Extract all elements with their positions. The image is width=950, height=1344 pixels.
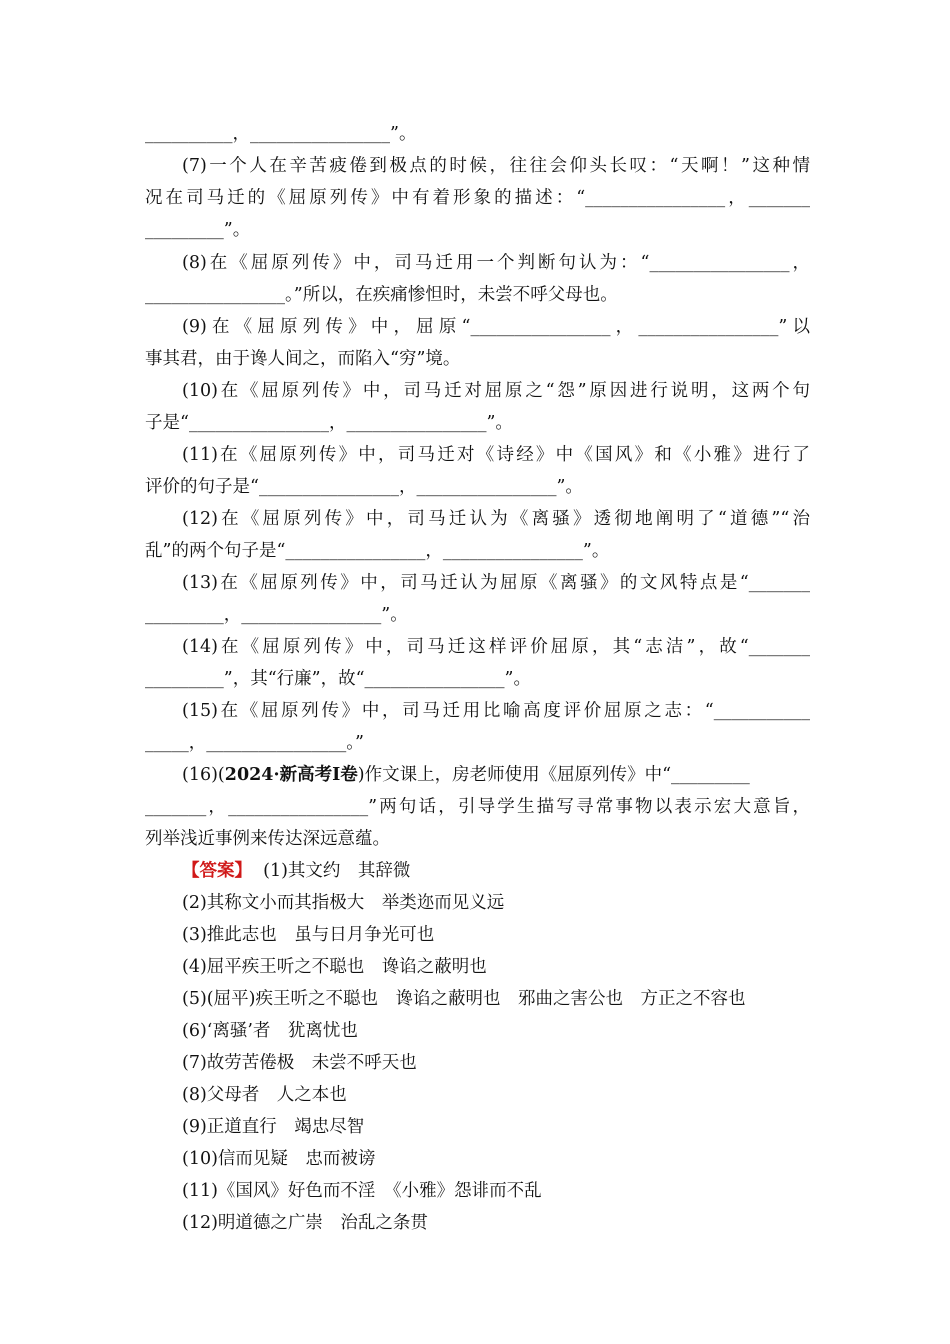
question-11-line-2: 评价的句子是“________________，________________”。 [145,477,583,497]
question-8-line-1: (8)在《屈原列传》中，司马迁用一个判断句认为：“________________， [182,253,810,273]
question-7-line-3: _________”。 [145,220,251,240]
question-16-prefix: (16)( [182,765,225,785]
answer-item: (8)父母者 人之本也 [182,1085,347,1105]
question-15-line-2: _____，________________。” [145,733,364,753]
answer-item: (2)其称文小而其指极大 举类迩而见义远 [182,893,505,913]
question-16-line-1-rest: )作文课上，房老师使用《屈原列传》中“_________ [357,765,750,785]
answer-item: (11)《国风》好色而不淫 《小雅》怨诽而不乱 [182,1181,542,1201]
answer-1-line [182,857,810,885]
answer-item: (9)正道直行 竭忠尽智 [182,1117,365,1137]
question-16-source: 2024·新高考Ⅰ卷 [224,765,358,785]
answer-item: (7)故劳苦倦极 未尝不呼天也 [182,1053,417,1073]
question-16-line-2: _______，________________”两句话，引导学生描写寻常事物以表示宏大意旨， [145,797,810,817]
question-14-line-2: _________”，其“行廉”，故“________________”。 [145,669,531,689]
answer-item: (12)明道德之广崇 治乱之条贯 [182,1213,428,1233]
question-9-line-1: (9)在《屈原列传》中，屈原“________________，________________”以 [182,317,810,337]
question-7-line-2: 况在司马迁的《屈原列传》中有着形象的描述：“________________，_______ [145,188,810,208]
question-10-line-2: 子是“________________，________________”。 [145,413,513,433]
question-13-line-1: (13)在《屈原列传》中，司马迁认为屈原《离骚》的文风特点是“_______ [182,573,810,593]
question-7-line-1: (7)一个人在辛苦疲倦到极点的时候，往往会仰头长叹：“天啊！”这种情 [182,156,810,176]
question-8-line-2: ________________。”所以，在疾痛惨怛时，未尝不呼父母也。 [145,285,618,305]
question-12-line-1: (12)在《屈原列传》中，司马迁认为《离骚》透彻地阐明了“道德”“治 [182,509,810,529]
question-16-line-3: 列举浅近事例来传达深远意蕴。 [145,829,390,849]
answer-item: (5)(屈平)疾王听之不聪也 谗谄之蔽明也 邪曲之害公也 方正之不容也 [182,989,746,1009]
answer-item: (10)信而见疑 忠而被谤 [182,1149,376,1169]
answer-label: 【答案】 [182,861,252,881]
answer-item: (6)‘离骚’者 犹离忧也 [182,1021,358,1041]
answer-item: (3)推此志也 虽与日月争光可也 [182,925,435,945]
question-11-line-1: (11)在《屈原列传》中，司马迁对《诗经》中《国风》和《小雅》进行了 [182,445,810,465]
q6-continuation: __________，________________”。 [145,124,417,144]
question-12-line-2: 乱”的两个句子是“________________，________________”。 [145,541,610,561]
question-13-line-2: _________，________________”。 [145,605,408,625]
answer-item: (4)屈平疾王听之不聪也 谗谄之蔽明也 [182,957,487,977]
question-10-line-1: (10)在《屈原列传》中，司马迁对屈原之“怨”原因进行说明，这两个句 [182,381,810,401]
question-16-line-1 [182,761,810,789]
answer-item: (1)其文约 其辞微 [252,861,411,881]
question-15-line-1: (15)在《屈原列传》中，司马迁用比喻高度评价屈原之志：“___________ [182,701,810,721]
question-9-line-2: 事其君，由于谗人间之，而陷入“穷”境。 [145,349,461,369]
question-14-line-1: (14)在《屈原列传》中，司马迁这样评价屈原，其“志洁”，故“_______ [182,637,810,657]
